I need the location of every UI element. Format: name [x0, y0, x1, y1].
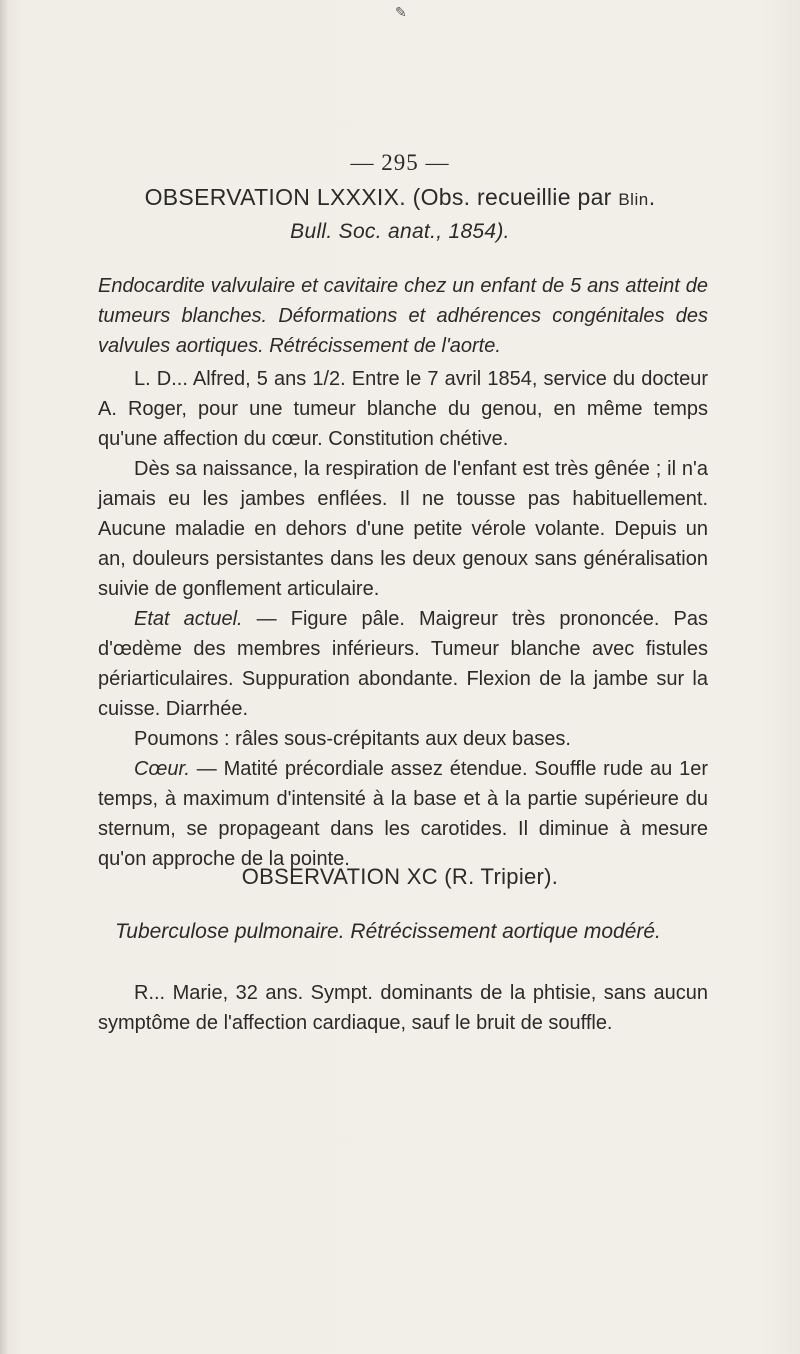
observation-89-title-end: .: [648, 184, 656, 210]
coeur-label: Cœur.: [134, 758, 190, 780]
observation-89-body: [98, 364, 708, 874]
etat-actuel-label: Etat actuel.: [134, 608, 243, 630]
observation-89-paragraph-3: [98, 604, 708, 724]
observation-89-paragraph-5: [98, 754, 708, 874]
observation-89-author: Blin: [618, 190, 649, 209]
etat-actuel-text: — Figure pâle. Maigreur très prononcée. Pas d'œdème des membres inférieurs. Tumeur blanche avec fistules périarticulaires. Suppuration abondante. Flexion de la jambe sur la cuisse. Diarrhée.: [98, 608, 708, 720]
observation-90-subtitle: Tuberculose pulmonaire. Rétrécissement aortique modéré.: [115, 920, 661, 943]
observation-89-reference: Bull. Soc. anat., 1854).: [290, 220, 510, 243]
observation-89-paragraph-1: L. D... Alfred, 5 ans 1/2. Entre le 7 avril 1854, service du docteur A. Roger, pour une tumeur blanche du genou, en même temps qu'une affection du cœur. Constitution chétive.: [98, 368, 708, 450]
observation-89-paragraph-4: Poumons : râles sous-crépitants aux deux bases.: [134, 728, 571, 750]
observation-89-paragraph-2: Dès sa naissance, la respiration de l'enfant est très gênée ; il n'a jamais eu les jambes enflées. Il ne tousse pas habituellement. Aucune maladie en dehors d'une petite vérole volante. Depuis un an, douleurs persistantes dans les deux genoux sans généralisation suivie de gonflement articulaire.: [98, 458, 708, 600]
observation-89-title: OBSERVATION LXXXIX. (Obs. recueillie par: [144, 184, 619, 210]
page-number: — 295 —: [350, 150, 450, 175]
observation-89-subtitle: Endocardite valvulaire et cavitaire chez un enfant de 5 ans atteint de tumeurs blanches. Déformations et adhérences congénitales des valvules aortiques. Rétrécissement de l'aorte.: [98, 275, 708, 357]
observation-90-title: OBSERVATION XC (R. Tripier).: [241, 864, 559, 889]
ink-mark: ✎: [395, 4, 407, 20]
observation-89-heading: [0, 181, 800, 248]
observation-90-paragraph-1: R... Marie, 32 ans. Sympt. dominants de la phtisie, sans aucun symptôme de l'affection cardiaque, sauf le bruit de souffle.: [98, 982, 708, 1034]
observation-90-body: [98, 978, 708, 1038]
coeur-text: — Matité précordiale assez étendue. Souffle rude au 1er temps, à maximum d'intensité à la base et à la partie supérieure du sternum, se propageant dans les carotides. Il diminue à mesure qu'on approche de la pointe.: [98, 758, 708, 870]
